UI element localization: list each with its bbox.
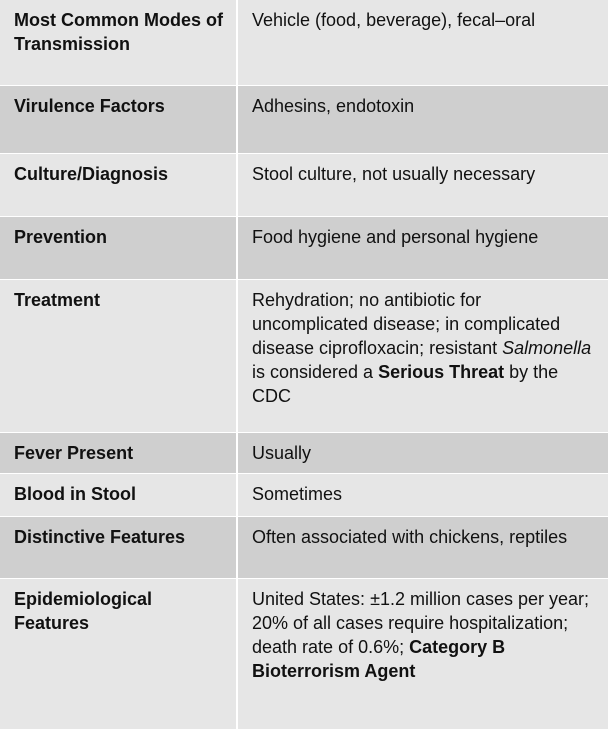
row-prevention — [0, 216, 608, 279]
emphasis-italic: Salmonella — [502, 337, 592, 358]
row-label: Treatment — [0, 279, 237, 432]
row-value: Rehydration; no antibiotic for uncomplicated disease; in complicated disease ciprofloxacin; resistant Salmonella is considered a Serious Threat by the CDC — [237, 279, 608, 432]
row-value: United States: ±1.2 million cases per year; 20% of all cases require hospitalization; death rate of 0.6%; Category B Bioterrorism Agent — [237, 578, 608, 729]
row-value: Stool culture, not usually necessary — [237, 153, 608, 216]
row-value: Food hygiene and personal hygiene — [237, 216, 608, 279]
row-value: Often associated with chickens, reptiles — [237, 516, 608, 578]
row-label: Most Common Modes of Transmission — [0, 0, 237, 85]
row-label: Blood in Stool — [0, 473, 237, 516]
row-label: Virulence Factors — [0, 85, 237, 153]
row-value: Adhesins, endotoxin — [237, 85, 608, 153]
row-value: Sometimes — [237, 473, 608, 516]
row-label: Prevention — [0, 216, 237, 279]
row-label: Fever Present — [0, 432, 237, 473]
row-treatment — [0, 279, 608, 432]
row-label: Culture/Diagnosis — [0, 153, 237, 216]
row-epidemiological-features — [0, 578, 608, 729]
row-culture-diagnosis — [0, 153, 608, 216]
emphasis-bold: Serious Threat — [378, 361, 505, 382]
row-transmission — [0, 0, 608, 85]
row-virulence-factors — [0, 85, 608, 153]
row-label: Distinctive Features — [0, 516, 237, 578]
emphasis-bold: Category B Bioterrorism Agent — [252, 636, 506, 681]
row-value: Vehicle (food, beverage), fecal–oral — [237, 0, 608, 85]
row-value: Usually — [237, 432, 608, 473]
row-distinctive-features — [0, 516, 608, 578]
row-blood-in-stool — [0, 473, 608, 516]
row-label: Epidemiological Features — [0, 578, 237, 729]
row-fever-present — [0, 432, 608, 473]
